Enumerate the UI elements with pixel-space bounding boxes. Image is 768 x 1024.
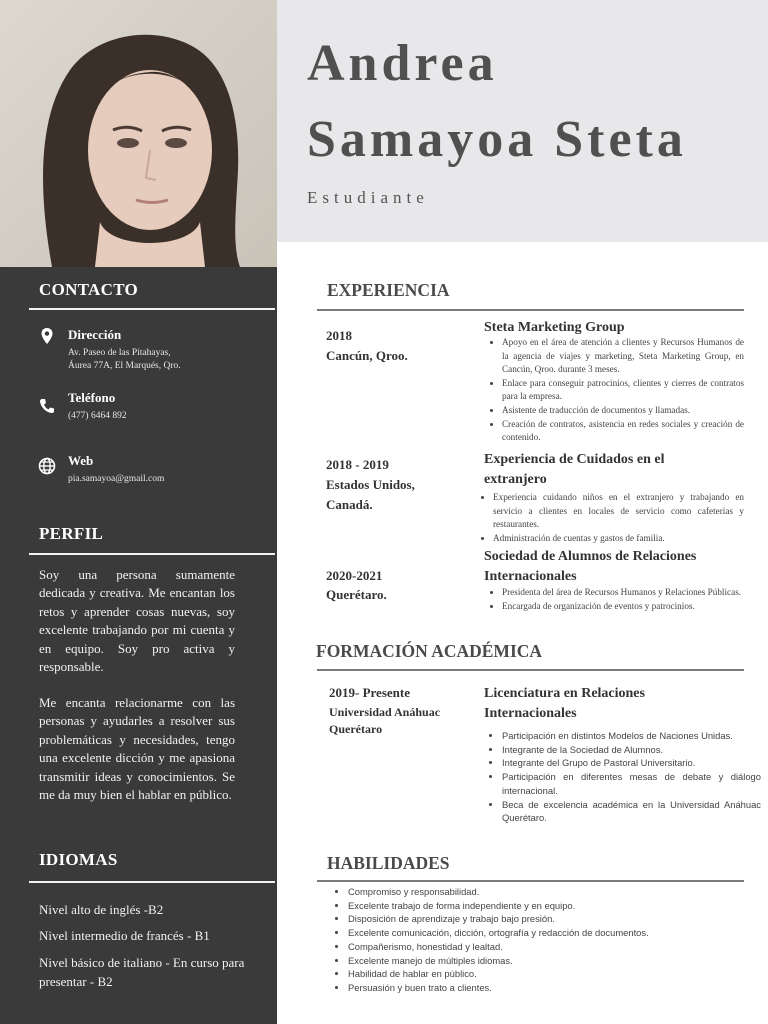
address-line-2: Áurea 77A, El Marqués, Qro. <box>68 361 181 371</box>
skill-item: • Disposición de aprendizaje y trabajo bajo presión. <box>348 912 658 926</box>
contact-divider <box>29 308 275 310</box>
experience-title: Experiencia de Cuidados en el extranjero <box>484 452 665 487</box>
profile-heading: PERFIL <box>39 524 104 543</box>
education-degree: Licenciatura en Relaciones Internacionales <box>484 686 645 721</box>
skills-list <box>330 885 658 995</box>
skills-heading: HABILIDADES <box>327 853 450 873</box>
first-name: Andrea <box>307 35 498 92</box>
language-item: Nivel intermedio de francés - B1 <box>39 928 210 943</box>
phone-icon <box>38 397 56 415</box>
experience-date: 2020-2021 <box>326 568 383 583</box>
globe-icon <box>38 457 56 475</box>
bullet-item: • Participación en distintos Modelos de Naciones Unidas. <box>502 729 761 743</box>
address-title: Dirección <box>68 327 122 342</box>
skill-item: • Compromiso y responsabilidad. <box>348 885 658 899</box>
bullet-item: • Administración de cuentas y gastos de familia. <box>493 532 744 546</box>
experience-place: Estados Unidos, Canadá. <box>326 477 415 512</box>
bullet-item: • Experiencia cuidando niños en el extranjero y trabajando en servicio a clientes en locales de servicio como cafeterías y restaurantes. <box>493 491 744 532</box>
profile-paragraph-1: Soy una persona sumamente dedicada y creativa. Me encantan los retos y aprender cosas nuevas, soy excelente trabajando por mi cuenta y en equipo. Soy pro activa y responsable. <box>39 567 235 675</box>
language-item: Nivel alto de inglés -B2 <box>39 902 164 917</box>
bullet-item: • Integrante de la Sociedad de Alumnos. <box>502 743 761 757</box>
role-title: Estudiante <box>307 188 429 207</box>
skill-item: • Persuasión y buen trato a clientes. <box>348 981 658 995</box>
experience-title: Steta Marketing Group <box>484 320 625 335</box>
education-heading: FORMACIÓN ACADÉMICA <box>316 641 543 661</box>
bullet-item: • Creación de contratos, asistencia en redes sociales y creación de contenido. <box>502 418 744 445</box>
phone-number: (477) 6464 892 <box>68 411 127 421</box>
experience-date: 2018 - 2019 <box>326 457 389 472</box>
experience-bullets <box>484 336 744 445</box>
language-item: Nivel básico de italiano - En curso para presentar - B2 <box>39 955 245 989</box>
bullet-item: • Apoyo en el área de atención a clientes y Recursos Humanos de la agencia de viajes y marketing, Steta Marketing Group, en Cancún, Qroo. durante 3 meses. <box>502 336 744 377</box>
last-name: Samayoa Steta <box>307 111 687 168</box>
education-school: Universidad Anáhuac Querétaro <box>329 705 441 736</box>
experience-date: 2018 <box>326 328 352 343</box>
email-link[interactable]: pia.samayoa@gmail.com <box>68 474 165 484</box>
experience-heading: EXPERIENCIA <box>327 280 450 300</box>
bullet-item: • Integrante del Grupo de Pastoral Universitario. <box>502 756 761 770</box>
bullet-item: • Encargada de organización de eventos y patrocinios. <box>502 600 744 614</box>
skill-item: • Excelente comunicación, dicción, ortografía y redacción de documentos. <box>348 926 658 940</box>
languages-divider <box>29 881 275 883</box>
skill-item: • Habilidad de hablar en público. <box>348 967 658 981</box>
experience-bullets <box>475 491 744 545</box>
education-date: 2019- Presente <box>329 685 410 700</box>
bullet-item: • Asistente de traducción de documentos y llamadas. <box>502 404 744 418</box>
profile-photo <box>0 0 277 267</box>
skill-item: • Excelente manejo de múltiples idiomas. <box>348 954 658 968</box>
web-title: Web <box>68 453 94 468</box>
location-pin-icon <box>38 327 56 345</box>
bullet-item: • Beca de excelencia académica en la Universidad Anáhuac Querétaro. <box>502 798 761 825</box>
experience-place: Querétaro. <box>326 587 387 602</box>
experience-bullets <box>484 586 744 613</box>
languages-heading: IDIOMAS <box>39 850 118 869</box>
profile-paragraph-2: Me encanta relacionarme con las personas y ayudarles a resolver sus problemáticas y necesidades, tengo una excelente dicción y me apasiona transmitir ideas y conocimientos. Se me da muy bien el hablar en público. <box>39 695 235 803</box>
experience-divider <box>317 309 744 311</box>
experience-title: Sociedad de Alumnos de Relaciones Internacionales <box>484 549 697 584</box>
address-line-1: Av. Paseo de las Pitahayas, <box>68 348 171 358</box>
education-bullets <box>484 729 761 825</box>
skill-item: • Compañerismo, honestidad y lealtad. <box>348 940 658 954</box>
experience-place: Cancún, Qroo. <box>326 348 408 363</box>
bullet-item: • Participación en diferentes mesas de debate y diálogo internacional. <box>502 770 761 797</box>
skills-divider <box>317 880 744 882</box>
phone-title: Teléfono <box>68 390 116 405</box>
profile-divider <box>29 553 275 555</box>
education-divider <box>317 669 744 671</box>
contact-heading: CONTACTO <box>39 280 139 299</box>
skill-item: • Excelente trabajo de forma independiente y en equipo. <box>348 899 658 913</box>
bullet-item: • Enlace para conseguir patrocinios, clientes y cierres de contratos para la empresa. <box>502 377 744 404</box>
bullet-item: • Presidenta del área de Recursos Humanos y Relaciones Públicas. <box>502 586 744 600</box>
